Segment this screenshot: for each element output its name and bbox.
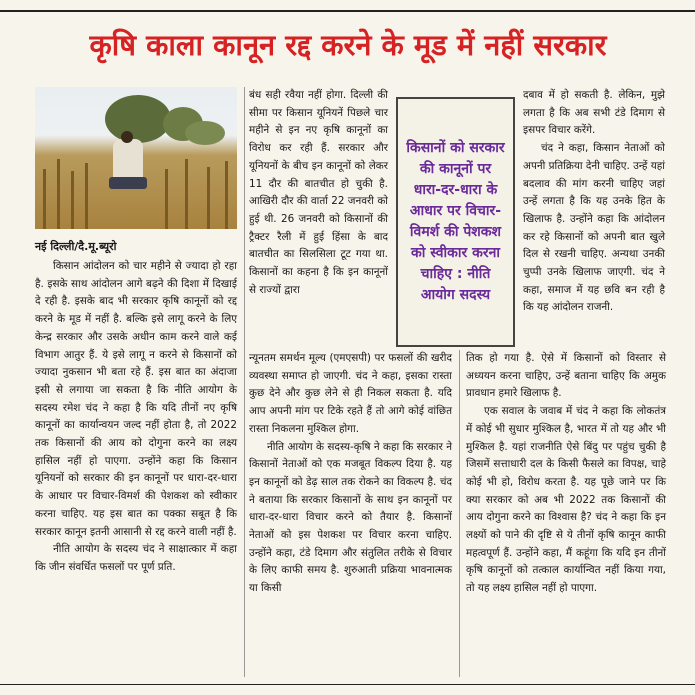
column-divider	[459, 350, 460, 677]
paragraph: तिक हो गया है. ऐसे में किसानों को विस्तार से अध्ययन करना चाहिए, उन्हें बताना चाहिए कि अमुक प्रावधान हमारे खिलाफ है.	[466, 352, 666, 400]
paragraph: किसान आंदोलन को चार महीने से ज्यादा हो रहा है. इसके साथ आंदोलन आगे बढ़ने की दिशा में दिखाई दे रही है. इसके बाद भी सरकार कृषि कानूनों को रद्द करने के मूड में नहीं है. बल्कि इसे लागू करने के लिए केन्द्र सरकार और उसके अधीन काम करने वाले कई विभाग आतुर हैं. ये इसे लागू न करने से किसानों को ज्यादा नुकसान भी बता रहे हैं. इस बात का अंदाजा इसी से लगाया जा सकता है कि नीति आयोग के सदस्य रमेश चंद ने कहा है कि यदि तीनों नए कृषि कानूनों का कार्यान्वयन जल्द नहीं होता है, तो 2022 तक किसानों की आय को दोगुना करने का लक्ष्य हासिल नहीं हो पाएगा. उन्होंने कहा कि किसान यूनियनों को सरकार की इन कानूनों पर धारा-दर-धारा के आधार पर विचार-विमर्श की पेशकश को स्वीकार करना चाहिए. यह इस बात का पक्का सबूत है कि सरकार कानून इतनी आसानी से रद्द करने वाली नहीं है.	[35, 260, 237, 538]
headline: कृषि काला कानून रद्द करने के मूड में नहीं सरकार	[89, 28, 607, 62]
article-column-2	[249, 87, 388, 299]
pull-quote-text: किसानों को सरकार की कानूनों पर धारा-दर-धारा के आधार पर विचार-विमर्श की पेशकश को स्वीकार करना चाहिए : नीति आयोग सदस्य	[406, 140, 505, 303]
paragraph: दबाव में हो सकती है. लेकिन, मुझे लगता है कि अब सभी टंडे दिमाग से इसपर विचार करेंगे.	[523, 89, 665, 137]
pull-quote-box	[396, 97, 515, 347]
article-column-2-lower	[249, 350, 452, 598]
dateline: नई दिल्ली/दै.मू.ब्यूरो	[35, 240, 117, 253]
paragraph: बंध सही रवैया नहीं होगा. दिल्ली की सीमा पर किसान यूनियनें पिछले चार महीने से इन नए कृषि कानूनों का विरोध कर रही हैं. सरकार और यूनियनों के बीच इन कानूनों को लेकर 11 दौर की बातचीत हो चुकी है. आखिरी दौर की वार्ता 22 जनवरी को हुई थी. 26 जनवरी को किसानों की ट्रैक्टर रैली में हुई हिंसा के बाद बातचीत का सिलसिला टूट गया था. किसानों का कहना है कि इन कानूनों से राज्यों द्वारा	[249, 89, 388, 296]
farmer-photo	[35, 87, 237, 229]
article-column-1	[35, 258, 237, 577]
bottom-rule	[0, 684, 695, 685]
column-divider	[244, 87, 245, 677]
paragraph: न्यूनतम समर्थन मूल्य (एमएसपी) पर फसलों की खरीद व्यवस्था समाप्त हो जाएगी. चंद ने कहा, इसका रास्ता कुछ देने और कुछ लेने से ही निकल सकता है. यदि आप अपनी मांग पर टिके रहते हैं तो आगे कोई वांछित रास्ता निकलना मुश्किल होगा.	[249, 352, 452, 435]
paragraph: नीति आयोग के सदस्य-कृषि ने कहा कि सरकार ने किसानों नेताओं को एक मजबूत विकल्प दिया है. यह इन कानूनों को डेढ़ साल तक रोकने का विकल्प है. चंद ने बताया कि सरकार किसानों के साथ इन कानूनों पर धारा-दर-धारा विचार करने को तैयार है. किसानों नेताओं को इस पेशकश पर विचार करना चाहिए. उन्होंने कहा, टंडे दिमाग और संतुलित तरीके से विचार के लिए काफी समय है. शुरुआती प्रक्रिया भावनात्मक या किसी	[249, 440, 452, 595]
article-column-4-lower	[466, 350, 666, 598]
paragraph: चंद ने कहा, किसान नेताओं को अपनी प्रतिक्रिया देनी चाहिए. उन्हें यहां बदलाव की मांग करनी चाहिए जहां उन्हें लगता है कि यह उनके हित के खिलाफ है. उन्होंने कहा कि आंदोलन कर रहे किसानों को अपनी बात खुले दिल से रखनी चाहिए. अन्यथा उनकी चुप्पी उनके खिलाफ जाएगी. चंद ने कहा, समाज में यह छवि बन रही है कि यह आंदोलन राजनी.	[523, 142, 665, 314]
top-rule	[0, 10, 695, 12]
paragraph: नीति आयोग के सदस्य चंद ने साक्षात्कार में कहा कि जीन संवर्धित फसलों पर पूर्ण प्रति.	[35, 543, 237, 573]
article-column-3	[523, 87, 665, 317]
paragraph: एक सवाल के जवाब में चंद ने कहा कि लोकतंत्र में कोई भी सुधार मुश्किल है, भारत में तो यह और भी मुश्किल है. यहां राजनीति ऐसे बिंदु पर पहुंच चुकी है जिसमें सत्ताधारी दल के किसी फैसले का विपक्ष, चाहे कोई भी हो, विरोध करता है. यह पूछे जाने पर कि क्या सरकार को अब भी 2022 तक किसानों की आय दोगुना करने का विश्वास है? चंद ने कहा कि इन लक्ष्यों को पाने की दृष्टि से ये तीनों कृषि कानून काफी महत्वपूर्ण हैं. उन्होंने कहा, मैं कहूंगा कि यदि इन तीनों कृषि कानूनों को तत्काल कार्यान्वित नहीं किया गया, तो यह लक्ष्य हासिल नहीं हो पाएगा.	[466, 405, 666, 595]
